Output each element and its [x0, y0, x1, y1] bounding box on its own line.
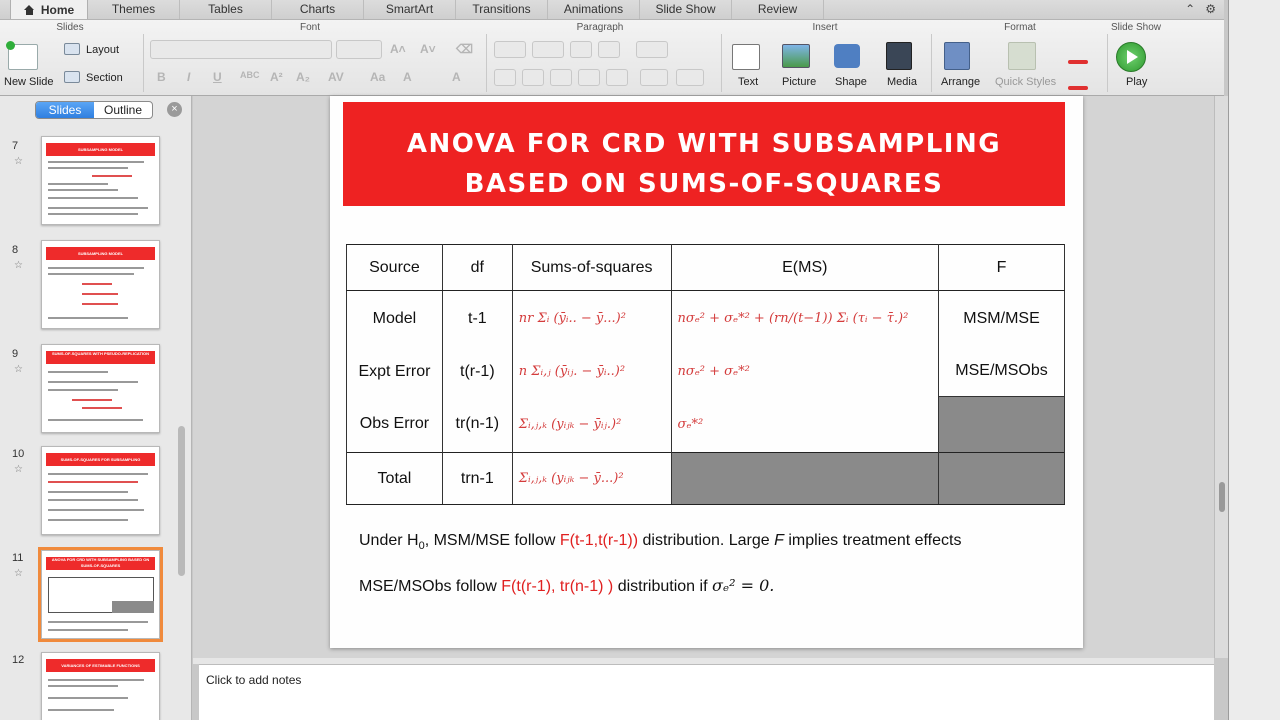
tab-tables[interactable]: Tables	[180, 0, 272, 19]
panel-scrollbar[interactable]	[178, 426, 185, 576]
superscript-icon[interactable]: A²	[270, 70, 283, 84]
ems-cell: nσₑ² + σₑ*²	[671, 347, 939, 397]
change-case-icon[interactable]: Aa	[370, 70, 386, 84]
quick-styles-button[interactable]: Quick Styles	[995, 76, 1057, 88]
table-row-total	[347, 453, 1065, 505]
tab-animations[interactable]: Animations	[548, 0, 640, 19]
slides-tab[interactable]: Slides	[36, 102, 94, 118]
close-icon[interactable]: ×	[167, 102, 182, 117]
media-button[interactable]: Media	[887, 76, 917, 88]
text-box-icon[interactable]	[732, 44, 760, 70]
justify-icon[interactable]	[578, 69, 600, 86]
slide-thumbnail-12[interactable]	[41, 652, 160, 720]
shape-button[interactable]: Shape	[835, 76, 867, 88]
f-cell-shaded	[939, 397, 1065, 453]
table-row	[347, 347, 1065, 397]
font-name-field[interactable]	[150, 40, 332, 59]
star-icon: ☆	[14, 464, 23, 475]
view-switcher	[35, 101, 153, 119]
source-cell: Obs Error	[347, 397, 443, 453]
quick-styles-icon[interactable]	[1008, 42, 1036, 70]
tab-slide-show[interactable]: Slide Show	[640, 0, 732, 19]
star-icon: ☆	[14, 364, 23, 375]
df-cell: tr(n-1)	[442, 397, 512, 453]
star-icon: ☆	[14, 260, 23, 271]
header-source: Source	[347, 245, 443, 291]
line-color-icon[interactable]	[1068, 86, 1088, 90]
header-df: df	[442, 245, 512, 291]
slide[interactable]	[330, 96, 1083, 648]
collapse-ribbon-icon[interactable]: ⌃	[1185, 2, 1196, 16]
f-cell: MSE/MSObs	[939, 347, 1065, 397]
picture-icon[interactable]	[782, 44, 810, 68]
star-icon: ☆	[14, 156, 23, 167]
columns-icon[interactable]	[606, 69, 628, 86]
shape-icon[interactable]	[834, 44, 860, 68]
slide-number: 10	[12, 448, 25, 460]
thumb-title: SUMS-OF-SQUARES WITH PSEUDO-REPLICATION	[51, 351, 150, 356]
slide-text-line-1[interactable]: Under $H_0$, MSM/MSE follow F(t-1,t(r-1)) distribution. Large F implies treatment effects	[359, 532, 962, 553]
align-center-icon[interactable]	[522, 69, 544, 86]
header-ss: Sums-of-squares	[512, 245, 671, 291]
header-f: F	[939, 245, 1065, 291]
play-button[interactable]: Play	[1126, 76, 1148, 88]
ems-cell: σₑ*²	[671, 397, 939, 453]
slides-panel	[0, 96, 192, 720]
thumb-title: VARIANCES OF ESTIMABLE FUNCTIONS	[61, 663, 140, 668]
clear-format-icon[interactable]: ⌫	[456, 42, 473, 56]
numbering-icon[interactable]	[532, 41, 564, 58]
df-cell: t(r-1)	[442, 347, 512, 397]
layout-button[interactable]: Layout	[86, 44, 120, 56]
canvas-scrollbar[interactable]	[1214, 96, 1228, 658]
fill-color-icon[interactable]	[1068, 60, 1088, 64]
slide-number: 9	[12, 348, 19, 360]
group-label-paragraph: Paragraph	[576, 22, 624, 33]
df-cell: trn-1	[442, 453, 512, 505]
italic-icon[interactable]: I	[187, 70, 191, 84]
header-ems: E(MS)	[671, 245, 939, 291]
f-cell: MSM/MSE	[939, 291, 1065, 347]
thumb-title: SUBSAMPLING MODEL	[77, 147, 124, 152]
group-label-slides: Slides	[56, 22, 84, 33]
star-icon: ☆	[14, 568, 23, 579]
home-icon	[24, 5, 35, 15]
align-right-icon[interactable]	[550, 69, 572, 86]
ems-cell: nσₑ² + σₑ*² + (rn/(t−1)) Σᵢ (τᵢ − τ̄.)²	[671, 291, 939, 347]
section-button[interactable]: Section	[86, 72, 123, 84]
slide-number: 11	[12, 552, 24, 564]
source-cell: Model	[347, 291, 443, 347]
font-size-field[interactable]	[336, 40, 382, 59]
new-slide-button[interactable]: New Slide	[4, 76, 54, 88]
slide-thumbnail-8[interactable]	[41, 240, 160, 329]
table-row	[347, 397, 1065, 453]
source-cell: Expt Error	[347, 347, 443, 397]
media-icon[interactable]	[886, 42, 912, 70]
arrange-icon[interactable]	[944, 42, 970, 70]
bold-icon[interactable]: B	[157, 70, 166, 84]
ss-cell: Σᵢ,ⱼ,ₖ (yᵢⱼₖ − ȳᵢⱼ.)²	[512, 397, 671, 453]
df-cell: t-1	[442, 291, 512, 347]
ss-cell: n Σᵢ,ⱼ (ȳᵢⱼ. − ȳᵢ..)²	[512, 347, 671, 397]
thumb-title: ANOVA FOR CRD WITH SUBSAMPLING BASED ON SUMS-OF-SQUARES	[51, 557, 150, 568]
text-button[interactable]: Text	[738, 76, 759, 88]
section-icon	[64, 71, 80, 83]
slide-title[interactable]: ANOVA FOR CRD WITH SUBSAMPLING BASED ON SUMS-OF-SQUARES	[343, 102, 1065, 206]
thumb-title: SUBSAMPLING MODEL	[77, 251, 124, 256]
slide-thumbnail-7[interactable]	[41, 136, 160, 225]
underline-icon[interactable]: U	[213, 70, 222, 84]
outline-tab[interactable]: Outline	[103, 103, 143, 117]
group-label-format: Format	[1004, 22, 1036, 33]
add-icon	[6, 41, 15, 50]
ribbon-tab-bar	[0, 0, 1224, 20]
bullets-icon[interactable]	[494, 41, 526, 58]
ss-cell: Σᵢ,ⱼ,ₖ (yᵢⱼₖ − ȳ...)²	[512, 453, 671, 505]
font-color-icon[interactable]: A	[452, 70, 461, 84]
slide-number: 7	[12, 140, 19, 152]
decrease-indent-icon[interactable]	[570, 41, 592, 58]
slide-text-line-2[interactable]: MSE/MSObs follow F(t(r-1), tr(n-1) ) distribution if σₑ² = 0.	[359, 576, 775, 595]
group-label-font: Font	[299, 22, 320, 33]
increase-indent-icon[interactable]	[598, 41, 620, 58]
ems-cell-shaded	[671, 453, 939, 505]
line-spacing-icon[interactable]	[636, 41, 668, 58]
notes-pane[interactable]	[199, 664, 1214, 720]
thumb-title: SUMS-OF-SQUARES FOR SUBSAMPLING	[60, 457, 141, 462]
tab-charts[interactable]: Charts	[272, 0, 364, 19]
group-label-slide-show: Slide Show	[1110, 22, 1162, 33]
tab-smartart[interactable]: SmartArt	[364, 0, 456, 19]
decrease-font-icon[interactable]: A˅	[420, 42, 436, 56]
picture-button[interactable]: Picture	[782, 76, 817, 88]
highlight-icon[interactable]: A	[403, 70, 412, 84]
slide-thumbnail-9[interactable]	[41, 344, 160, 433]
slide-thumbnail-10[interactable]	[41, 446, 160, 535]
anova-table[interactable]	[346, 244, 1065, 505]
slide-canvas	[193, 96, 1214, 658]
slide-number: 12	[12, 654, 25, 666]
tab-review[interactable]: Review	[732, 0, 824, 19]
ss-cell: nr Σᵢ (ȳᵢ.. − ȳ...)²	[512, 291, 671, 347]
ribbon	[0, 20, 1224, 96]
group-label-insert: Insert	[812, 22, 838, 33]
arrange-button[interactable]: Arrange	[941, 76, 981, 88]
increase-font-icon[interactable]: A˄	[390, 42, 406, 56]
slide-number: 8	[12, 244, 19, 256]
table-row	[347, 291, 1065, 347]
tab-home[interactable]: Home	[10, 0, 88, 19]
f-cell-shaded	[939, 453, 1065, 505]
tab-transitions[interactable]: Transitions	[456, 0, 548, 19]
strikethrough-icon[interactable]: ABC	[240, 70, 260, 80]
background-window	[1228, 0, 1280, 720]
gear-icon[interactable]: ⚙	[1205, 2, 1216, 16]
character-spacing-icon[interactable]: AV	[328, 70, 344, 84]
subscript-icon[interactable]: A₂	[296, 70, 310, 84]
align-text-icon[interactable]	[676, 69, 704, 86]
slide-thumbnail-11[interactable]	[41, 550, 160, 639]
tab-themes[interactable]: Themes	[88, 0, 180, 19]
scroll-thumb[interactable]	[1219, 482, 1225, 512]
align-left-icon[interactable]	[494, 69, 516, 86]
notes-placeholder: Click to add notes	[206, 673, 302, 687]
source-cell: Total	[347, 453, 443, 505]
layout-icon	[64, 43, 80, 55]
table-header-row	[347, 245, 1065, 291]
text-direction-icon[interactable]	[640, 69, 668, 86]
